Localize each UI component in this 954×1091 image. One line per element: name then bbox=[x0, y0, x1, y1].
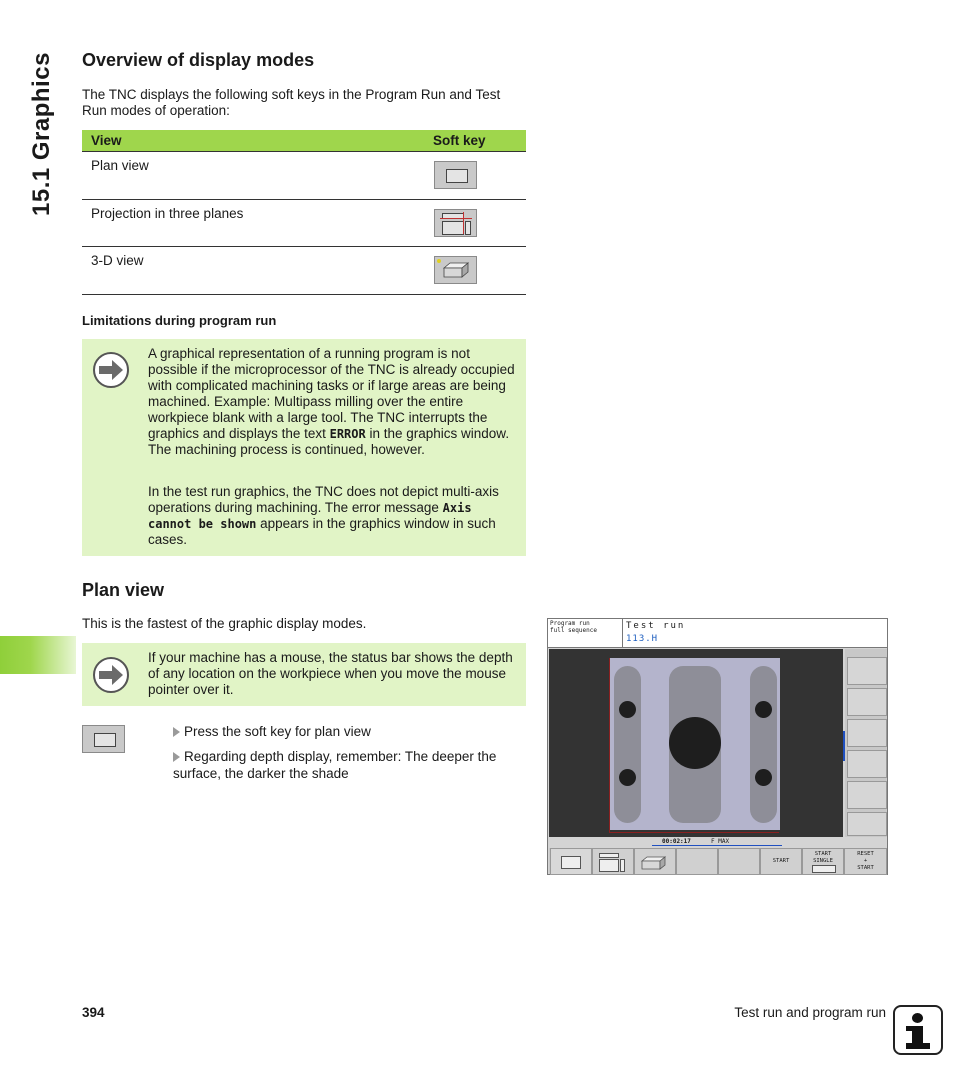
limitations-note-paragraph-1: A graphical representation of a running program is not possible if the microprocessor of the TNC is already occupied with complicated machining tasks or if large areas are being machined. Example: Multipass milling over the entire workpiece blank with a large tool. The TNC interrupts the graphics and displays the text ERROR in the graphics window. The machining process is continued, however. bbox=[148, 346, 515, 457]
workpiece bbox=[610, 658, 780, 830]
table-cell-view: 3-D view bbox=[82, 247, 433, 295]
table-header-view: View bbox=[82, 130, 433, 152]
step-bullet-1: Press the soft key for plan view bbox=[173, 723, 525, 740]
vertical-softkey[interactable] bbox=[847, 781, 887, 809]
triangle-bullet-icon bbox=[173, 752, 180, 762]
table-row bbox=[82, 152, 526, 200]
3d-view-softkey-icon bbox=[434, 256, 477, 284]
limitations-note-paragraph-2: In the test run graphics, the TNC does not depict multi-axis operations during machining. The error message Axis cannot be shown appears in the graphics window in such cases. bbox=[148, 484, 499, 547]
3d-view-softkey[interactable] bbox=[634, 848, 676, 875]
chapter-tab-marker bbox=[0, 636, 76, 674]
mode-indicator: Program run full sequence bbox=[548, 619, 623, 648]
step-bullet-2: Regarding depth display, remember: The deeper the surface, the darker the shade bbox=[173, 749, 497, 781]
error-code-text: ERROR bbox=[329, 427, 366, 441]
triangle-bullet-icon bbox=[173, 727, 180, 737]
status-time: 00:02:17 bbox=[662, 838, 691, 845]
mouse-note-text: If your machine has a mouse, the status bar shows the depth of any location on the workpiece when you move the mouse pointer over it. bbox=[148, 650, 513, 697]
table-cell-view: Projection in three planes bbox=[82, 200, 433, 247]
overview-heading: Overview of display modes bbox=[82, 50, 315, 70]
graphics-window bbox=[549, 649, 843, 837]
start-softkey[interactable]: START bbox=[760, 848, 802, 875]
reset-start-softkey[interactable]: RESET + START bbox=[844, 848, 887, 875]
arrow-right-icon bbox=[92, 656, 130, 694]
table-row bbox=[82, 200, 526, 247]
table-row bbox=[82, 247, 526, 295]
tnc-screen bbox=[547, 618, 888, 875]
vertical-softkey[interactable] bbox=[847, 688, 887, 716]
status-line bbox=[549, 837, 843, 847]
three-planes-softkey-icon bbox=[434, 209, 477, 237]
program-name: 113.H bbox=[626, 634, 659, 644]
limitations-note bbox=[82, 339, 526, 556]
plan-view-softkey[interactable] bbox=[550, 848, 592, 875]
start-single-softkey[interactable]: START SINGLE bbox=[802, 848, 844, 875]
empty-softkey[interactable] bbox=[676, 848, 718, 875]
screen-title: Test run bbox=[626, 621, 686, 631]
vertical-softkey[interactable] bbox=[847, 750, 887, 778]
three-planes-softkey[interactable] bbox=[592, 848, 634, 875]
vertical-softkey-bar bbox=[845, 649, 887, 837]
plan-view-heading: Plan view bbox=[82, 580, 165, 600]
chapter-title: 15.1 Graphics bbox=[28, 52, 55, 216]
plan-view-intro: This is the fastest of the graphic display modes. bbox=[82, 616, 367, 631]
axis-error-code-text: Axis cannot be shown bbox=[148, 501, 472, 531]
table-cell-view: Plan view bbox=[82, 152, 433, 200]
vertical-softkey[interactable] bbox=[847, 719, 887, 747]
arrow-right-icon bbox=[92, 351, 130, 389]
status-feed: F MAX bbox=[711, 838, 730, 845]
plan-view-softkey-icon bbox=[82, 725, 125, 753]
empty-softkey[interactable] bbox=[718, 848, 760, 875]
limitations-heading: Limitations during program run bbox=[82, 313, 277, 328]
softkey-row bbox=[549, 848, 887, 874]
info-icon bbox=[893, 1005, 943, 1055]
footer-section: Test run and program run bbox=[734, 1005, 886, 1020]
mouse-note bbox=[82, 643, 526, 706]
table-header-softkey: Soft key bbox=[433, 130, 526, 152]
softkey-table bbox=[82, 130, 526, 295]
vertical-softkey[interactable] bbox=[847, 657, 887, 685]
plan-view-softkey-icon bbox=[434, 161, 477, 189]
page-number: 394 bbox=[82, 1005, 105, 1020]
overview-intro: The TNC displays the following soft keys in the Program Run and Test Run modes of operation: bbox=[82, 87, 501, 118]
vertical-softkey[interactable] bbox=[847, 812, 887, 836]
program-header bbox=[623, 619, 887, 648]
